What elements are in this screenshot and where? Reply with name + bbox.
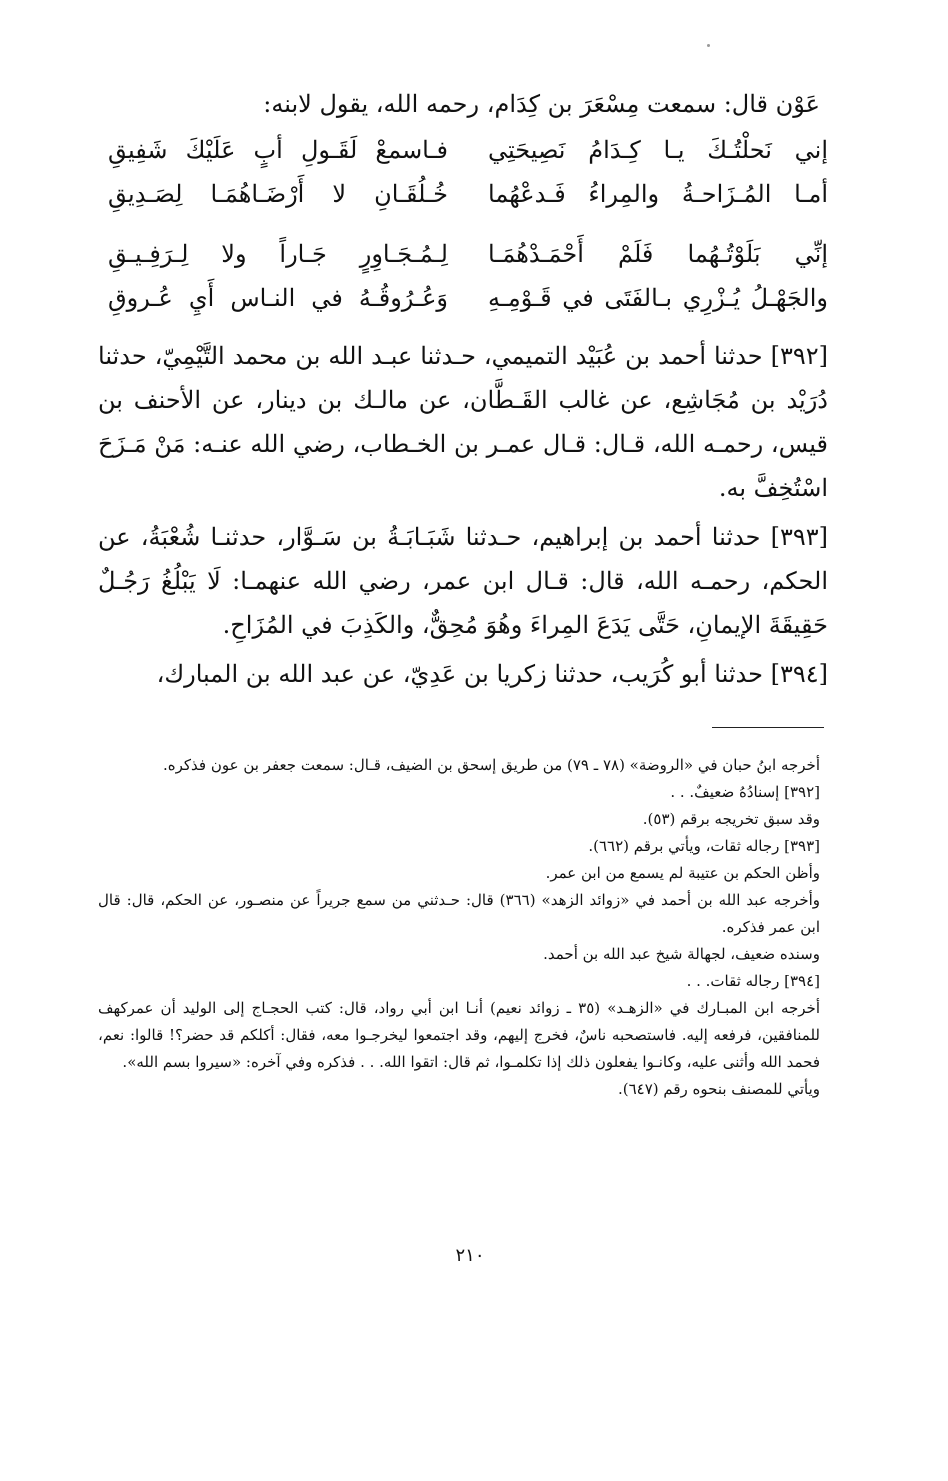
poem-verse <box>108 240 848 284</box>
hadith-393-text: [٣٩٣] حدثنا أحمد بن إبراهيم، حـدثنا شَبَـابَـةُ بن سَـوَّار، حدثنـا شُعْبَةُ، عن الحكم، رحمـه الله، قال: قـال ابن عمر، رضي الله عنهمـا: لَا يَبْلُغُ رَجُـلٌ حَقِيقَةَ الإيمانِ، حَتَّى يَدَعَ المِراءَ وهُوَ مُحِقٌّ، والكَذِبَ في المُزَاحِ. <box>98 523 828 639</box>
hadith-392 <box>98 334 848 510</box>
footnote-line: وسنده ضعيف، لجهالة شيخ عبد الله بن أحمد. <box>543 945 820 963</box>
scan-speck <box>707 44 710 47</box>
footnote-line: [٣٩٤] رجاله ثقات. . . <box>686 972 820 990</box>
poem-verse <box>108 136 848 180</box>
footnote-line: [٣٩٣] رجاله ثقات، ويأتي برقم (٦٦٢). <box>588 837 820 855</box>
hadith-394-text: [٣٩٤] حدثنا أبو كُرَيب، حدثنا زكريا بن عَدِيّ، عن عبد الله بن المبارك، <box>156 660 828 688</box>
page-number: ٢١٠ <box>455 1245 485 1266</box>
footnote-line: ويأتي للمصنف بنحوه رقم (٦٤٧). <box>617 1080 820 1098</box>
verse-second-hemistich: فـاسمعْ لَقَـولِ أبٍ عَلَيْكَ شَفِيقِ <box>108 136 448 164</box>
hadith-394 <box>98 652 848 696</box>
verse-first-hemistich: والجَهْـلُ يُـزْرِي بـالفَتَى في قَـوْمِـهِ <box>488 284 828 312</box>
footnote-line: أخرجه ابن المبـارك في «الزهـد» (٣٥ ـ زوائد نعيم) أنـا ابن أبي رواد، قال: كتب الحجـاج إلى الوليد أن عمركهف للمنافقين، فرفعه إليه. فاستصحبه ناسٌ، فخرج إليهم، وقد اجتمعوا ليخرجـوا معه، فقال: أكلكم قد حضر؟! قالوا: نعم، فحمد الله وأثنى عليه، وكانـوا يفعلون ذلك إذا تكلمـوا، ثم قال: اتقوا الله. . . فذكره وفي آخره: «سيروا بسم الله». <box>98 999 820 1071</box>
footnote-line: أخرجه ابنُ حبان في «الروضة» (٧٨ ـ ٧٩) من طريق إسحق بن الضيف، قـال: سمعت جعفر بن عون فذكره. <box>162 756 820 774</box>
intro-line: عَوْن قال: سمعت مِسْعَرَ بن كِدَام، رحمه الله، يقول لابنه: <box>263 90 820 118</box>
verse-second-hemistich: وَعُـرُوقُـهُ في النـاس أَيِ عُـروقِ <box>108 284 448 312</box>
footnote-separator <box>712 727 824 728</box>
footnote-line: وقد سبق تخريجه برقم (٥٣). <box>642 810 820 828</box>
hadith-393 <box>98 515 848 647</box>
poem-verse <box>108 284 848 328</box>
verse-second-hemistich: خُـلُقَـانِ لا أَرْضَـاهُمَـا لِصَـدِيقِ <box>108 180 448 208</box>
verse-second-hemistich: لِـمُـجَـاوِرٍ جَـاراً ولا لِـرَفِـيـقِ <box>108 240 448 268</box>
footnote-line: وأخرجه عبد الله بن أحمد في «زوائد الزهد» (٣٦٦) قال: حـدثني من سمع جريراً عن منصـور، عن الحكم، قال: قال ابن عمر فذكره. <box>98 891 820 936</box>
hadith-392-text: [٣٩٢] حدثنا أحمد بن عُبَيْد التميمي، حـدثنا عبـد الله بن محمد التَّيْمِيّ، حدثنا دُرَيْد بن مُجَاشِع، عن غالب القَـطَّان، عن مالـك بن دينار، عن الأحنف بن قيس، رحمـه الله، قـال: قـال عمـر بن الخـطاب، رضي الله عنـه: مَنْ مَـزَحَ اسْتُخِفَّ به. <box>98 342 828 502</box>
footnotes <box>98 752 848 1103</box>
verse-first-hemistich: إنِّي بَلَوْتُـهُما فَلَمْ أَحْمَـدْهُمَـا <box>488 240 828 268</box>
verse-first-hemistich: أمـا المُـزَاحـةُ والمِراءُ فَـدعْهُما <box>488 180 828 208</box>
footnote-line: [٣٩٢] إسنادُهُ ضعيفٌ. . . <box>670 783 820 801</box>
footnote-line: وأظن الحكم بن عتيبة لم يسمع من ابن عمر. <box>545 864 820 882</box>
poem-verse <box>108 180 848 224</box>
verse-first-hemistich: إني نَحلْتُـكَ يـا كِـدَامُ نَصِيحَتِي <box>488 136 828 164</box>
poem <box>108 136 848 328</box>
